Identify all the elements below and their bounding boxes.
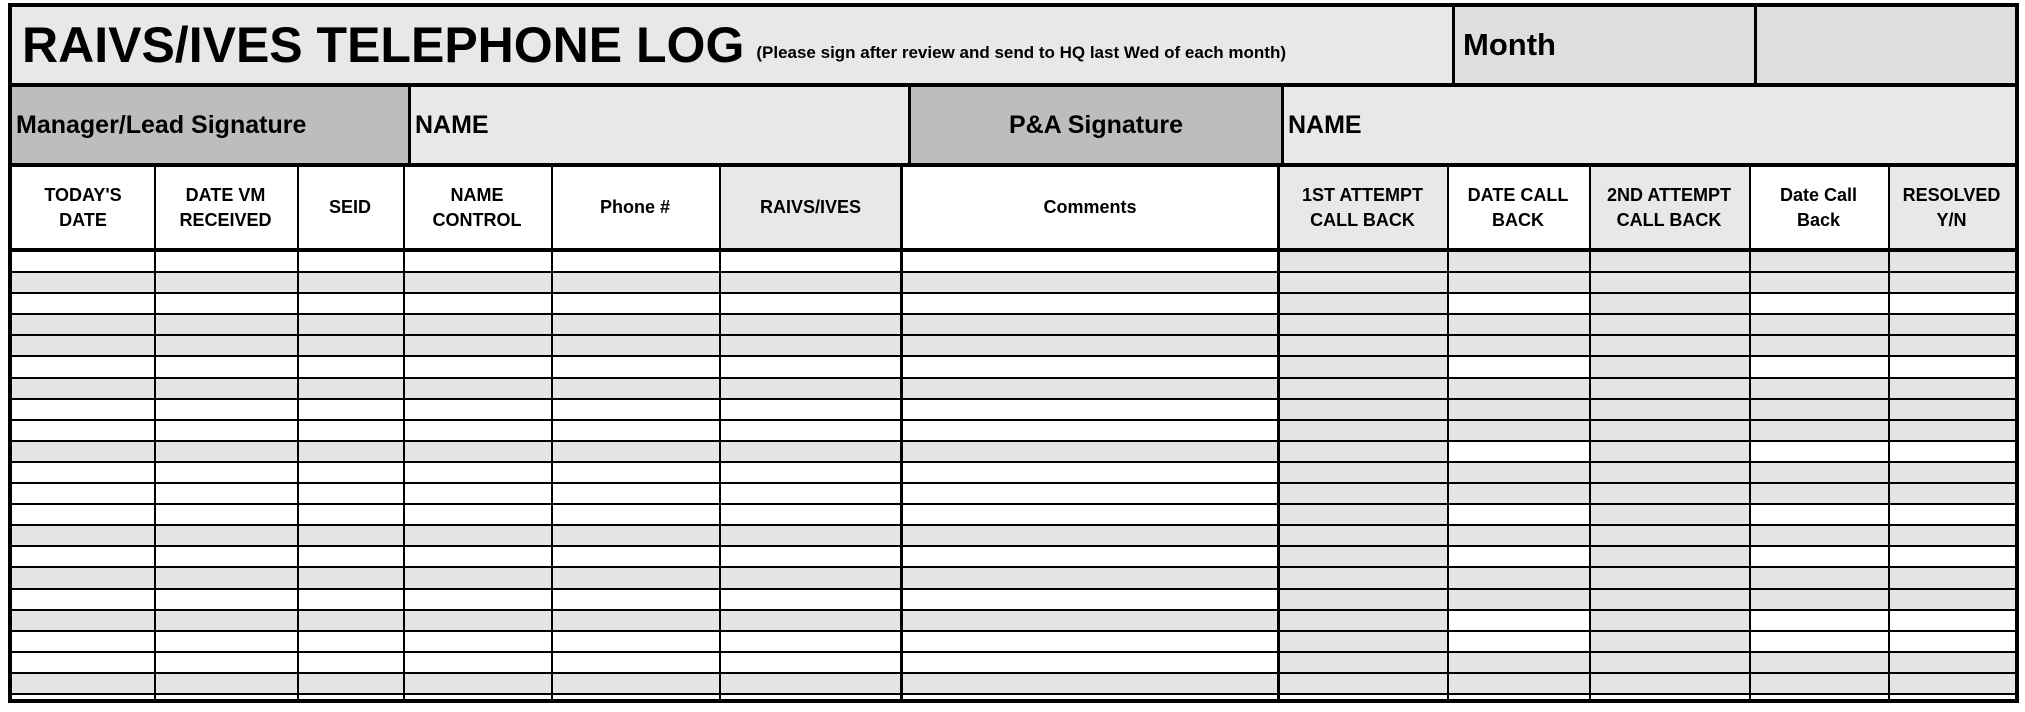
row-shade bbox=[1749, 421, 1888, 442]
column-shade bbox=[1589, 632, 1749, 653]
column-shade bbox=[1278, 421, 1447, 442]
row-shade bbox=[12, 442, 1278, 463]
column-shade bbox=[1278, 379, 1447, 400]
column-shade bbox=[1278, 611, 1447, 632]
col-header-seid: SEID bbox=[328, 197, 371, 217]
row-shade bbox=[1447, 568, 1589, 589]
column-shade bbox=[1589, 294, 1749, 315]
table-row[interactable] bbox=[12, 611, 2015, 632]
column-divider bbox=[900, 164, 903, 699]
row-shade bbox=[1447, 336, 1589, 357]
column-shade bbox=[1589, 547, 1749, 568]
row-shade bbox=[1749, 273, 1888, 294]
table-row[interactable] bbox=[12, 442, 2015, 463]
col-header-2nd-attempt: 2ND ATTEMPT CALL BACK bbox=[1589, 167, 1749, 248]
column-shade bbox=[1278, 484, 1447, 505]
manager-name-field[interactable] bbox=[408, 87, 908, 167]
row-shade bbox=[12, 336, 1278, 357]
col-header-date-vm-received: DATE VM RECEIVED bbox=[179, 184, 272, 230]
row-shade bbox=[12, 611, 1278, 632]
column-shade bbox=[1278, 674, 1447, 695]
column-shade bbox=[1589, 273, 1749, 294]
table-row[interactable] bbox=[12, 336, 2015, 357]
column-divider bbox=[719, 164, 721, 699]
row-shade bbox=[1749, 463, 1888, 484]
column-shade bbox=[1278, 505, 1447, 526]
column-shade bbox=[1278, 400, 1447, 421]
column-divider bbox=[551, 164, 553, 699]
column-shade bbox=[1589, 590, 1749, 611]
title-cell bbox=[12, 7, 1452, 87]
row-shade bbox=[12, 674, 1278, 695]
column-divider bbox=[154, 164, 156, 699]
column-shade bbox=[1589, 674, 1749, 695]
column-divider bbox=[1277, 164, 1280, 699]
row-shade bbox=[1447, 379, 1589, 400]
row-shade bbox=[1447, 590, 1589, 611]
column-divider bbox=[1749, 164, 1751, 699]
row-shade bbox=[1447, 463, 1589, 484]
manager-signature-label: Manager/Lead Signature bbox=[16, 110, 307, 139]
table-row[interactable] bbox=[12, 294, 2015, 315]
column-divider bbox=[1888, 164, 1890, 699]
row-shade bbox=[1447, 315, 1589, 336]
table-row[interactable] bbox=[12, 505, 2015, 526]
row-shade bbox=[1447, 400, 1589, 421]
column-shade bbox=[1589, 568, 1749, 589]
row-shade bbox=[1447, 421, 1589, 442]
column-shade bbox=[1589, 463, 1749, 484]
row-shade bbox=[1447, 526, 1589, 547]
column-divider bbox=[1589, 164, 1591, 699]
table-row[interactable] bbox=[12, 379, 2015, 400]
log-table-body bbox=[12, 248, 2015, 699]
row-shade bbox=[1749, 379, 1888, 400]
row-shade bbox=[1888, 484, 2015, 505]
column-shade bbox=[1278, 336, 1447, 357]
row-shade bbox=[12, 315, 1278, 336]
column-shade bbox=[1278, 252, 1447, 273]
column-shade bbox=[1278, 315, 1447, 336]
row-shade bbox=[12, 379, 1278, 400]
table-row[interactable] bbox=[12, 568, 2015, 589]
form-title: RAIVS/IVES TELEPHONE LOG bbox=[22, 17, 745, 73]
row-shade bbox=[1888, 526, 2015, 547]
col-header-date-call-back-2: Date Call Back bbox=[1779, 184, 1858, 230]
row-shade bbox=[1888, 568, 2015, 589]
row-shade bbox=[1749, 526, 1888, 547]
pa-name-label: NAME bbox=[1288, 110, 1362, 139]
column-shade bbox=[1278, 294, 1447, 315]
row-shade bbox=[1749, 653, 1888, 674]
column-shade bbox=[1278, 273, 1447, 294]
column-divider bbox=[1447, 164, 1449, 699]
table-row[interactable] bbox=[12, 273, 2015, 294]
column-shade bbox=[1589, 653, 1749, 674]
column-shade bbox=[1278, 463, 1447, 484]
table-row[interactable] bbox=[12, 252, 2015, 273]
row-shade bbox=[12, 568, 1278, 589]
row-shade bbox=[1888, 379, 2015, 400]
col-header-name-control: NAME CONTROL bbox=[432, 184, 522, 230]
column-divider bbox=[297, 164, 299, 699]
pa-signature-label-cell bbox=[908, 87, 1281, 167]
column-shade bbox=[1278, 442, 1447, 463]
row-shade bbox=[1447, 252, 1589, 273]
row-shade bbox=[1888, 252, 2015, 273]
column-shade bbox=[1589, 421, 1749, 442]
row-shade bbox=[1888, 463, 2015, 484]
column-shade bbox=[1278, 526, 1447, 547]
col-header-1st-attempt: 1ST ATTEMPT CALL BACK bbox=[1278, 167, 1447, 248]
col-header-resolved: RESOLVED Y/N bbox=[1888, 167, 2015, 248]
column-shade bbox=[1589, 357, 1749, 378]
table-row[interactable] bbox=[12, 400, 2015, 421]
col-header-comments: Comments bbox=[1043, 197, 1137, 217]
column-shade bbox=[1278, 632, 1447, 653]
table-row[interactable] bbox=[12, 674, 2015, 695]
col-header-date-call-back: DATE CALL BACK bbox=[1467, 184, 1569, 230]
row-shade bbox=[1447, 653, 1589, 674]
col-header-todays-date: TODAY'S DATE bbox=[44, 184, 122, 230]
table-row[interactable] bbox=[12, 590, 2015, 611]
column-divider bbox=[403, 164, 405, 699]
row-shade bbox=[1749, 400, 1888, 421]
table-row[interactable] bbox=[12, 653, 2015, 674]
col-header-phone: Phone # bbox=[599, 197, 670, 217]
row-shade bbox=[1888, 273, 2015, 294]
row-shade bbox=[1447, 273, 1589, 294]
row-shade bbox=[1888, 590, 2015, 611]
telephone-log-form bbox=[8, 3, 2019, 703]
pa-signature-label: P&A Signature bbox=[1008, 110, 1184, 139]
column-shade bbox=[1589, 252, 1749, 273]
column-shade bbox=[1589, 484, 1749, 505]
column-shade bbox=[1589, 442, 1749, 463]
pa-name-field[interactable] bbox=[1281, 87, 2015, 167]
row-shade bbox=[1749, 590, 1888, 611]
manager-name-label: NAME bbox=[415, 110, 489, 139]
row-shade bbox=[1447, 484, 1589, 505]
column-shade bbox=[1278, 357, 1447, 378]
table-row[interactable] bbox=[12, 484, 2015, 505]
row-shade bbox=[1749, 674, 1888, 695]
column-shade bbox=[1589, 379, 1749, 400]
column-shade bbox=[1278, 568, 1447, 589]
table-row[interactable] bbox=[12, 526, 2015, 547]
row-shade bbox=[1749, 568, 1888, 589]
column-shade bbox=[1278, 547, 1447, 568]
column-shade bbox=[1589, 400, 1749, 421]
table-row[interactable] bbox=[12, 421, 2015, 442]
row-shade bbox=[1888, 336, 2015, 357]
column-shade bbox=[1278, 590, 1447, 611]
manager-signature-label-cell bbox=[12, 87, 408, 167]
row-shade bbox=[1749, 315, 1888, 336]
column-shade bbox=[1589, 315, 1749, 336]
column-shade bbox=[1278, 653, 1447, 674]
table-row[interactable] bbox=[12, 315, 2015, 336]
month-label-cell bbox=[1452, 7, 1754, 87]
row-shade bbox=[1749, 484, 1888, 505]
column-shade bbox=[1589, 526, 1749, 547]
row-shade bbox=[1888, 315, 2015, 336]
table-row[interactable] bbox=[12, 632, 2015, 653]
row-shade bbox=[1888, 421, 2015, 442]
month-field[interactable] bbox=[1754, 7, 2015, 87]
row-shade bbox=[1749, 336, 1888, 357]
form-instruction: (Please sign after review and send to HQ last Wed of each month) bbox=[756, 43, 1286, 62]
row-divider bbox=[12, 693, 2015, 695]
row-shade bbox=[1888, 653, 2015, 674]
column-shade bbox=[1589, 336, 1749, 357]
column-shade bbox=[1589, 505, 1749, 526]
row-shade bbox=[12, 273, 1278, 294]
row-shade bbox=[1888, 400, 2015, 421]
column-shade bbox=[1589, 611, 1749, 632]
month-label: Month bbox=[1463, 27, 1556, 62]
row-shade bbox=[1447, 674, 1589, 695]
table-row[interactable] bbox=[12, 547, 2015, 568]
row-shade bbox=[1888, 674, 2015, 695]
table-row[interactable] bbox=[12, 463, 2015, 484]
row-shade bbox=[12, 526, 1278, 547]
table-row[interactable] bbox=[12, 357, 2015, 378]
row-shade bbox=[1749, 252, 1888, 273]
col-header-raivs-ives: RAIVS/IVES bbox=[719, 167, 902, 248]
